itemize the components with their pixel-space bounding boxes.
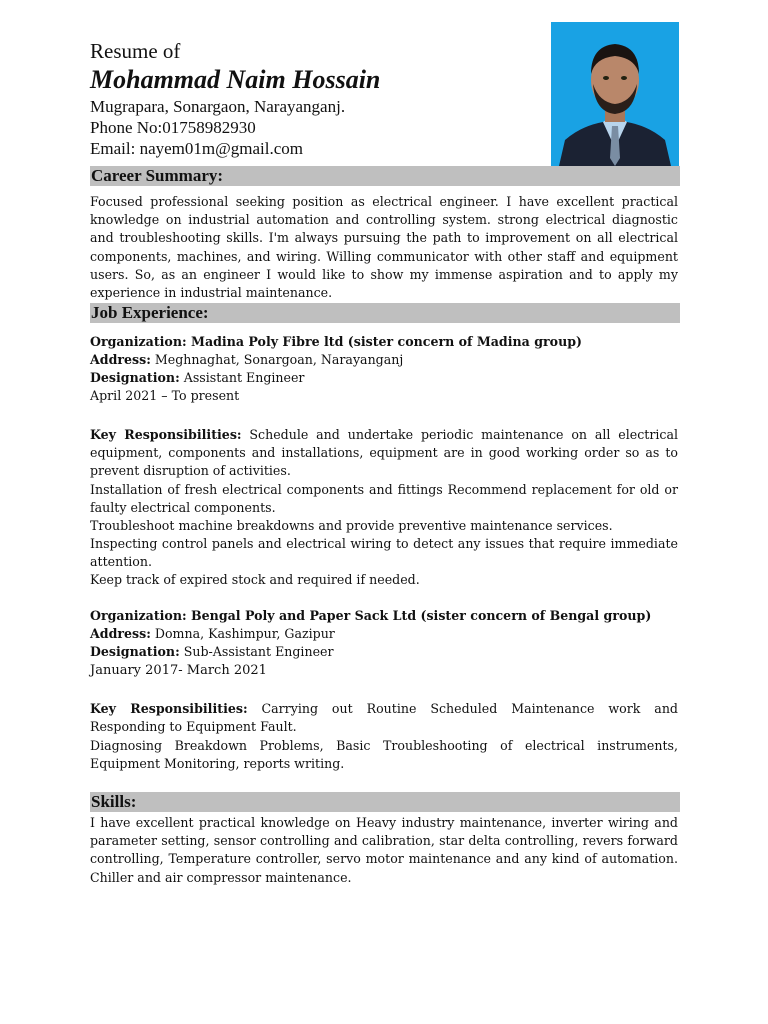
resp-text: Schedule and undertake periodic maintenance on all electrical equipment, components and installations, equipment are in good working order so as to prevent disruption of activities. xyxy=(90,427,678,479)
job2-responsibilities xyxy=(90,700,678,736)
resp-label: Key Responsibilities: xyxy=(90,701,248,716)
job2-resp-line: Diagnosing Breakdown Problems, Basic Troubleshooting of electrical instruments, Equipment Monitoring, reports writing. xyxy=(90,738,678,772)
designation-value: Sub-Assistant Engineer xyxy=(179,644,334,659)
org-label: Organization: xyxy=(90,608,192,623)
job1-resp-line: Installation of fresh electrical components and fittings Recommend replacement for old or faulty electrical components. xyxy=(90,482,678,516)
job2-designation xyxy=(90,643,678,661)
designation-value: Assistant Engineer xyxy=(179,370,305,385)
phone-line: Phone No:01758982930 xyxy=(90,118,256,137)
job2-dates: January 2017- March 2021 xyxy=(90,663,267,678)
resume-of-label: Resume of xyxy=(90,39,181,63)
job2-organization xyxy=(90,607,678,625)
address-label: Address: xyxy=(90,626,151,641)
job1-resp-line: Troubleshoot machine breakdowns and provide preventive maintenance services. xyxy=(90,518,613,533)
org-label: Organization: xyxy=(90,334,192,349)
address-value: Domna, Kashimpur, Gazipur xyxy=(150,626,335,641)
designation-label: Designation: xyxy=(90,370,180,385)
job1-designation xyxy=(90,369,678,387)
job2-address xyxy=(90,625,678,643)
org-name: Madina Poly Fibre ltd (sister concern of Madina group) xyxy=(191,334,582,349)
profile-photo xyxy=(551,22,679,166)
header xyxy=(90,38,540,159)
section-skills: Skills: xyxy=(90,792,680,812)
section-career-summary: Career Summary: xyxy=(90,166,680,186)
job1-dates: April 2021 – To present xyxy=(90,388,240,403)
skills-text: I have excellent practical knowledge on Heavy industry maintenance, inverter wiring and parameter setting, sensor controlling and calibration, star delta controlling, revers forward controlling, Temperature controller, servo motor maintenance and any kind of automation. Chiller and air compressor maintenance. xyxy=(90,815,678,885)
address-label: Address: xyxy=(90,352,151,367)
resp-label: Key Responsibilities: xyxy=(90,427,242,442)
job1-address xyxy=(90,351,678,369)
job1-resp-line: Inspecting control panels and electrical wiring to detect any issues that require immediate attention. xyxy=(90,536,678,570)
section-job-experience: Job Experience: xyxy=(90,303,680,323)
designation-label: Designation: xyxy=(90,644,180,659)
career-summary-text: Focused professional seeking position as electrical engineer. I have excellent practical knowledge on industrial automation and controlling system. strong electrical diagnostic and troubleshooting skills. I'm always pursuing the path to improvement on all electrical components, machines, and wiring. Willing communicator with other staff and equipment users. So, as an engineer I would like to show my immense aspiration and to apply my experience in industrial maintenance. xyxy=(90,194,678,301)
address-line: Mugrapara, Sonargaon, Narayanganj. xyxy=(90,97,346,116)
candidate-name: Mohammad Naim Hossain xyxy=(90,65,381,94)
email-line: Email: nayem01m@gmail.com xyxy=(90,139,303,158)
address-value: Meghnaghat, Sonargoan, Narayanganj xyxy=(150,352,404,367)
resp-text: Carrying out Routine Scheduled Maintenance work and Responding to Equipment Fault. xyxy=(90,701,678,735)
job1-resp-line: Keep track of expired stock and required if needed. xyxy=(90,572,420,587)
job1-organization xyxy=(90,333,678,351)
job1-responsibilities xyxy=(90,426,678,481)
org-name: Bengal Poly and Paper Sack Ltd (sister concern of Bengal group) xyxy=(191,608,652,623)
